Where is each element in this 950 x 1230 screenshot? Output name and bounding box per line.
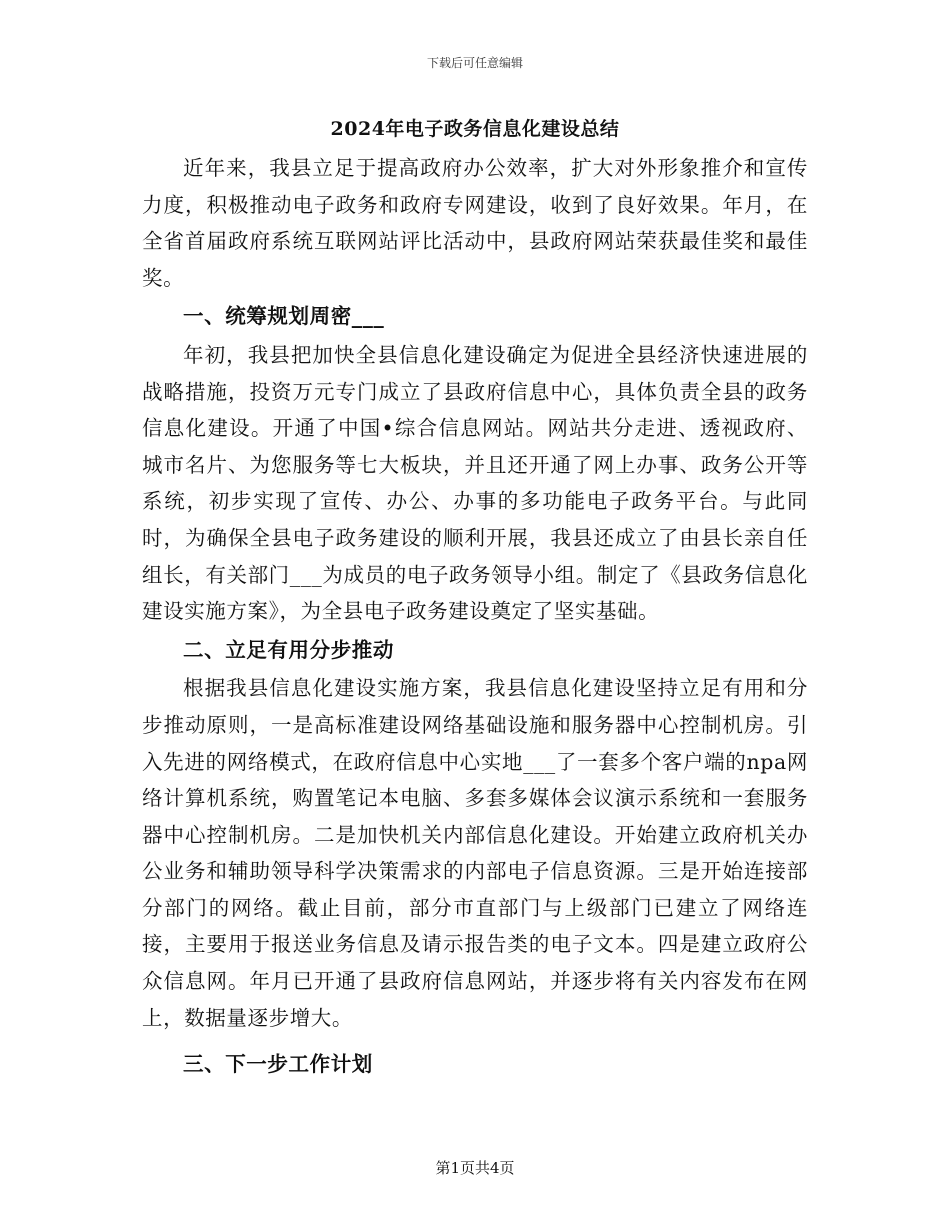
intro-paragraph: 近年来，我县立足于提高政府办公效率，扩大对外形象推介和宣传力度，积极推动电子政务和政府专网建设，收到了良好效果。年月，在全省首届政府系统互联网站评比活动中，县政府网站荣获最佳奖和最佳奖。 — [142, 156, 808, 290]
document-title: 2024年电子政务信息化建设总结 — [330, 118, 620, 140]
document-body — [142, 112, 808, 1085]
page-number: 第1页共4页 — [435, 1159, 515, 1177]
section-body-1: 年初，我县把加快全县信息化建设确定为促进全县经济快速进展的战略措施，投资万元专门成立了县政府信息中心，具体负责全县的政务信息化建设。开通了中国•综合信息网站。网站共分走进、透视政府、城市名片、为您服务等七大板块，并且还开通了网上办事、政务公开等系统，初步实现了宣传、办公、办事的多功能电子政务平台。与此同时，为确保全县电子政务建设的顺利开展，我县还成立了由县长亲自任组长，有关部门___为成员的电子政务领导小组。制定了《县政务信息化建设实施方案》，为全县电子政务建设奠定了坚实基础。 — [142, 342, 808, 624]
section-heading-1: 一、统筹规划周密___ — [183, 304, 385, 329]
section-heading-3: 三、下一步工作计划 — [183, 1052, 373, 1077]
header-note: 下载后可任意编辑 — [426, 56, 523, 70]
section-heading-2: 二、立足有用分步推动 — [183, 637, 394, 662]
section-body-2: 根据我县信息化建设实施方案，我县信息化建设坚持立足有用和分步推动原则，一是高标准建设网络基础设施和服务器中心控制机房。引入先进的网络模式，在政府信息中心实地___了一套多个客户端的npa网络计算机系统，购置笔记本电脑、多套多媒体会议演示系统和一套服务器中心控制机房。二是加快机关内部信息化建设。开始建立政府机关办公业务和辅助领导科学决策需求的内部电子信息资源。三是开始连接部分部门的网络。截止目前，部分市直部门与上级部门已建立了网络连接，主要用于报送业务信息及请示报告类的电子文本。四是建立政府公众信息网。年月已开通了县政府信息网站，并逐步将有关内容发布在网上，数据量逐步增大。 — [142, 676, 808, 1030]
